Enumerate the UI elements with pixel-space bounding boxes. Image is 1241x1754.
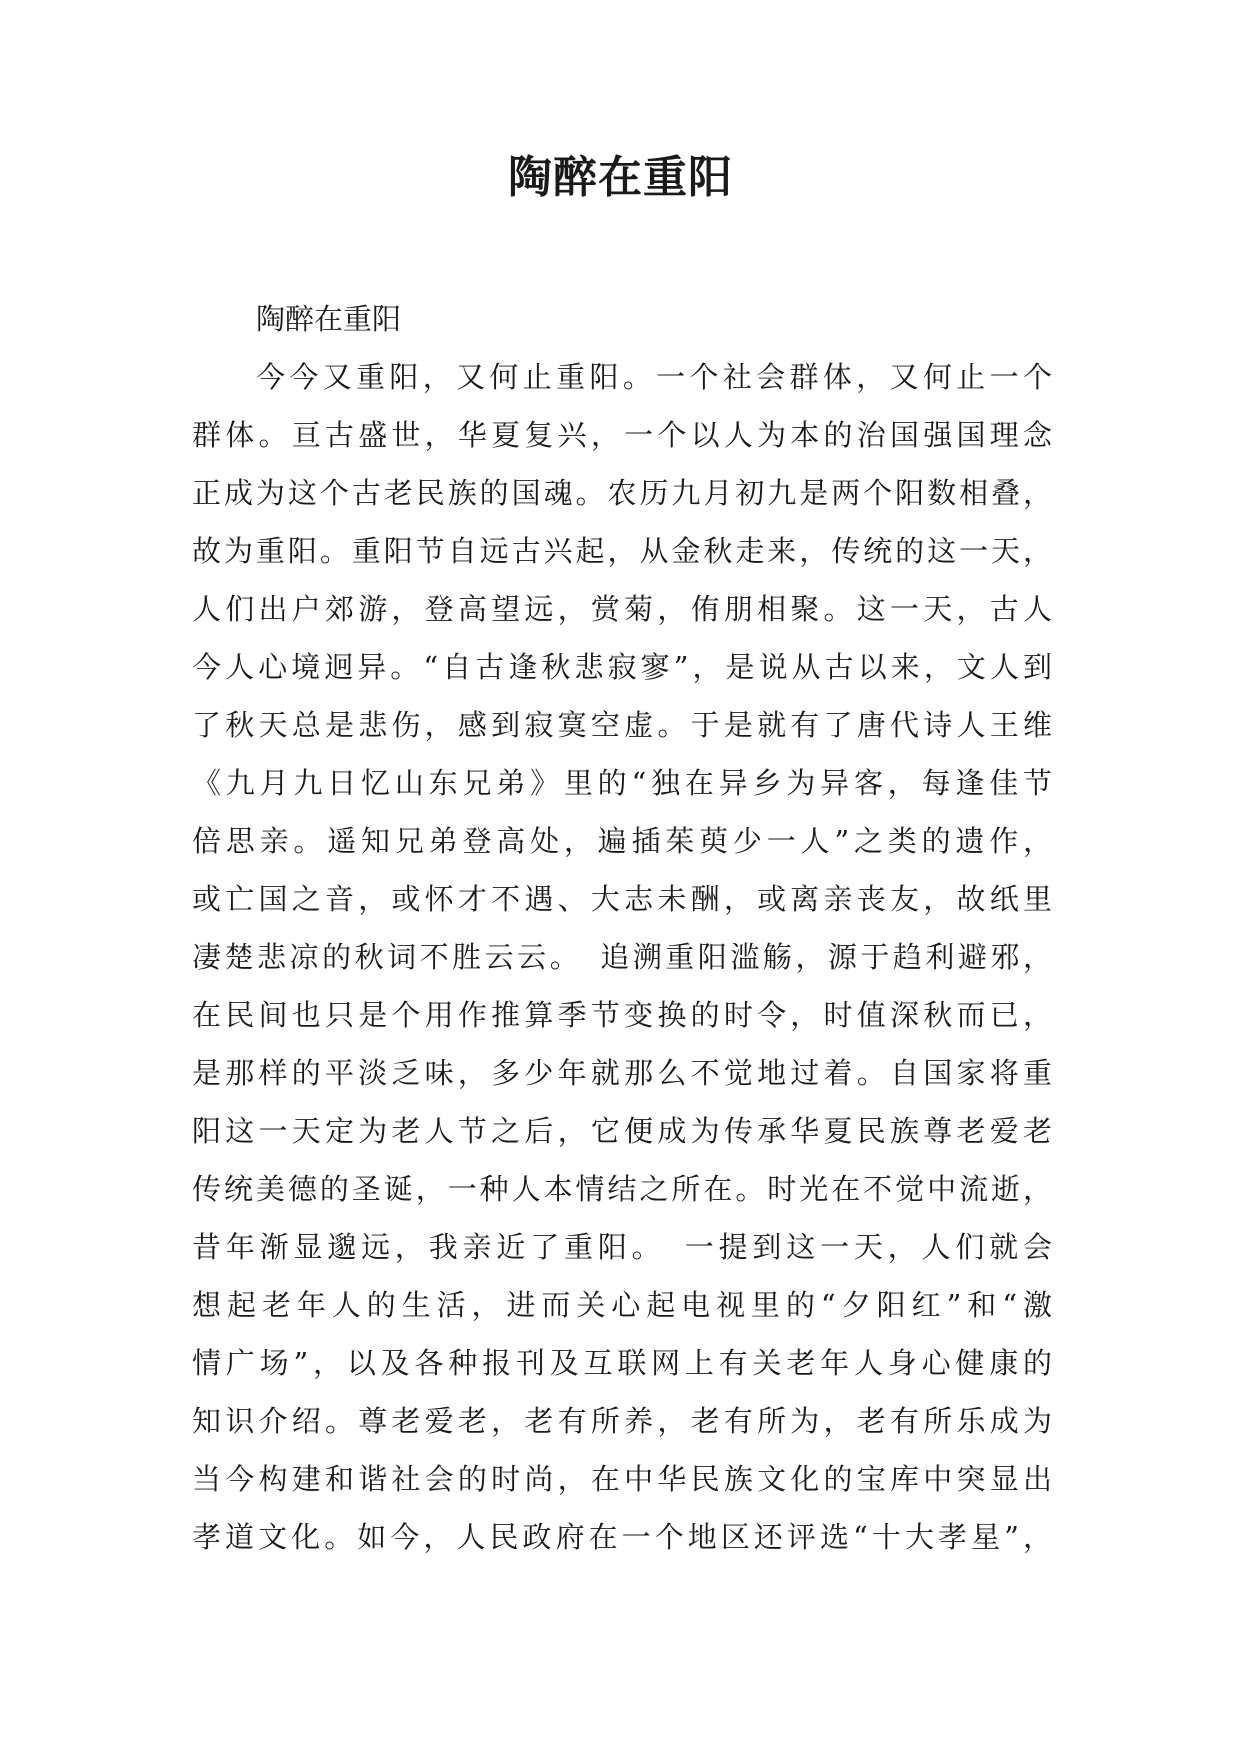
paragraph-line: 今人心境迥异。“自古逢秋悲寂寥”，是说从古以来，文人到 xyxy=(192,650,1052,684)
paragraph-line: 传统美德的圣诞，一种人本情结之所在。时光在不觉中流逝， xyxy=(192,1172,1052,1206)
body-subtitle: 陶醉在重阳 xyxy=(256,302,402,336)
paragraph-line: 《九月九日忆山东兄弟》里的“独在异乡为异客，每逢佳节 xyxy=(192,766,1052,800)
paragraph-line: 今今又重阳，又何止重阳。一个社会群体，又何止一个 xyxy=(256,360,1052,394)
paragraph-line: 情广场”，以及各种报刊及互联网上有关老年人身心健康的 xyxy=(192,1346,1052,1380)
paragraph-line: 人们出户郊游，登高望远，赏菊，侑朋相聚。这一天，古人 xyxy=(192,592,1052,626)
paragraph-line: 知识介绍。尊老爱老，老有所养，老有所为，老有所乐成为 xyxy=(192,1404,1052,1438)
paragraph-line: 是那样的平淡乏味，多少年就那么不觉地过着。自国家将重 xyxy=(192,1056,1052,1090)
paragraph-line: 想起老年人的生活，进而关心起电视里的“夕阳红”和“激 xyxy=(192,1288,1052,1322)
document-title: 陶醉在重阳 xyxy=(508,152,733,203)
paragraph-line: 在民间也只是个用作推算季节变换的时令，时值深秋而已， xyxy=(192,998,1052,1032)
paragraph-line: 或亡国之音，或怀才不遇、大志未酬，或离亲丧友，故纸里 xyxy=(192,882,1052,916)
paragraph-line: 正成为这个古老民族的国魂。农历九月初九是两个阳数相叠， xyxy=(192,476,1052,510)
paragraph-line: 了秋天总是悲伤，感到寂寞空虚。于是就有了唐代诗人王维 xyxy=(192,708,1052,742)
paragraph-line: 凄楚悲凉的秋词不胜云云。 追溯重阳滥觞，源于趋利避邪， xyxy=(192,940,1052,974)
paragraph-line: 阳这一天定为老人节之后，它便成为传承华夏民族尊老爱老 xyxy=(192,1114,1052,1148)
paragraph-line: 孝道文化。如今，人民政府在一个地区还评选“十大孝星”， xyxy=(192,1520,1052,1554)
paragraph-line: 群体。亘古盛世，华夏复兴，一个以人为本的治国强国理念 xyxy=(192,418,1052,452)
paragraph-line: 当今构建和谐社会的时尚，在中华民族文化的宝库中突显出 xyxy=(192,1462,1052,1496)
document-body xyxy=(192,290,1052,1566)
paragraph-line: 故为重阳。重阳节自远古兴起，从金秋走来，传统的这一天， xyxy=(192,534,1052,568)
paragraph-line: 昔年渐显邈远，我亲近了重阳。 一提到这一天，人们就会 xyxy=(192,1230,1052,1264)
paragraph-line: 倍思亲。遥知兄弟登高处，遍插茱萸少一人”之类的遗作， xyxy=(192,824,1052,858)
